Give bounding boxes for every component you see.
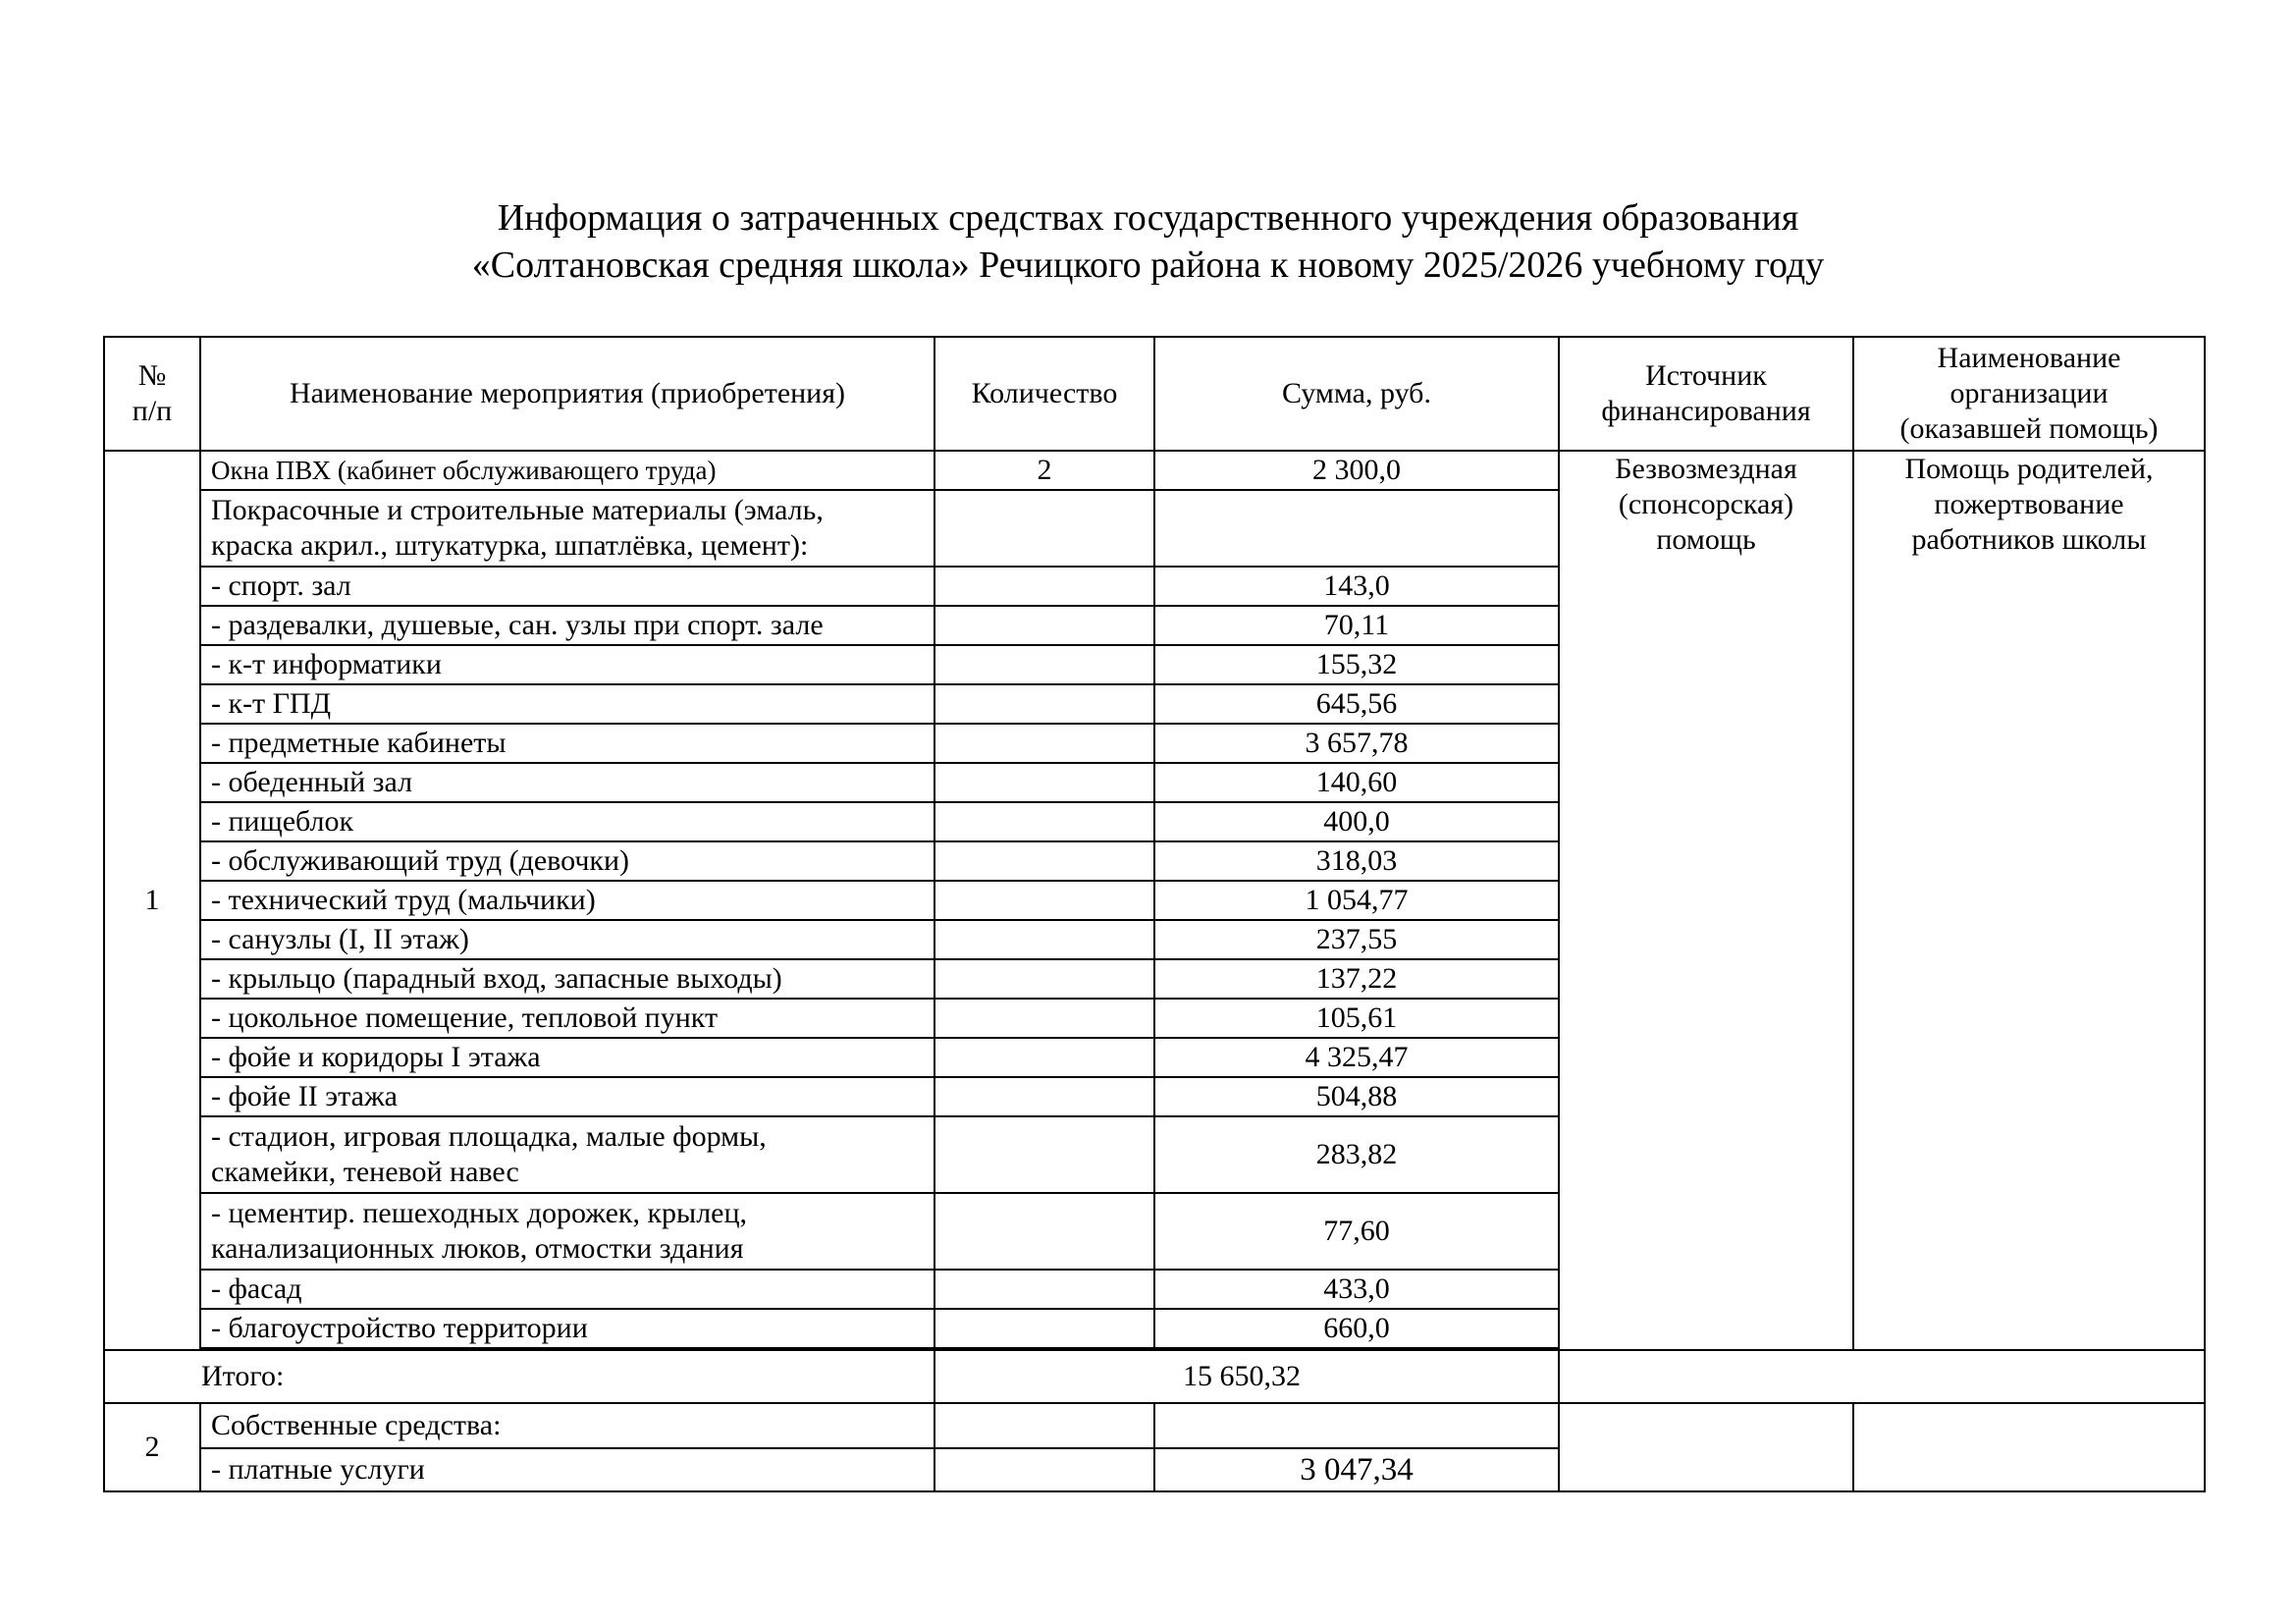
row-name: Окна ПВХ (кабинет обслуживающего труда) xyxy=(200,451,934,490)
row-quantity xyxy=(934,920,1154,959)
row-sum: 140,60 xyxy=(1154,763,1559,802)
row-name: - крыльцо (парадный вход, запасные выходы) xyxy=(200,959,934,999)
section-1-organization: Помощь родителей, пожертвование работников школы xyxy=(1853,451,2205,1350)
section-2-source xyxy=(1559,1403,1853,1491)
row-name: - фойе и коридоры I этажа xyxy=(200,1038,934,1077)
row-sum: 105,61 xyxy=(1154,999,1559,1038)
row-sum: 504,88 xyxy=(1154,1077,1559,1116)
row-sum: 645,56 xyxy=(1154,684,1559,724)
row-quantity xyxy=(934,1448,1154,1491)
row-name: - цементир. пешеходных дорожек, крылец, канализационных люков, отмостки здания xyxy=(200,1193,934,1270)
section-1-source: Безвозмездная (спонсорская) помощь xyxy=(1559,451,1853,1350)
row-name: - пищеблок xyxy=(200,802,934,841)
row-quantity xyxy=(934,999,1154,1038)
table-row xyxy=(104,1403,2205,1448)
row-sum: 3 047,34 xyxy=(1154,1448,1559,1491)
table-row xyxy=(104,451,2205,490)
row-quantity xyxy=(934,1193,1154,1270)
total-label: Итого: xyxy=(104,1350,934,1403)
row-sum: 77,60 xyxy=(1154,1193,1559,1270)
row-sum: 1 054,77 xyxy=(1154,881,1559,920)
header-name: Наименование мероприятия (приобретения) xyxy=(200,337,934,451)
row-sum: 4 325,47 xyxy=(1154,1038,1559,1077)
row-quantity: 2 xyxy=(934,451,1154,490)
row-quantity xyxy=(934,567,1154,606)
row-quantity xyxy=(934,606,1154,645)
row-name: - обслуживающий труд (девочки) xyxy=(200,841,934,881)
row-quantity xyxy=(934,1270,1154,1309)
row-sum: 70,11 xyxy=(1154,606,1559,645)
table-header-row xyxy=(104,337,2205,451)
row-name: - благоустройство территории xyxy=(200,1309,934,1348)
row-quantity xyxy=(934,841,1154,881)
row-quantity xyxy=(934,724,1154,763)
row-sum: 155,32 xyxy=(1154,645,1559,684)
row-name: - фойе II этажа xyxy=(200,1077,934,1116)
total-empty xyxy=(1559,1350,2205,1403)
row-name: - цокольное помещение, тепловой пункт xyxy=(200,999,934,1038)
row-sum: 660,0 xyxy=(1154,1309,1559,1348)
section-1-number: 1 xyxy=(104,451,200,1350)
row-name: - фасад xyxy=(200,1270,934,1309)
row-quantity xyxy=(934,881,1154,920)
row-sum: 283,82 xyxy=(1154,1116,1559,1193)
row-sum xyxy=(1154,490,1559,567)
title-line-1: Информация о затраченных средствах государственного учреждения образования xyxy=(497,197,1799,239)
row-name: - к-т информатики xyxy=(200,645,934,684)
row-quantity xyxy=(934,802,1154,841)
row-name: - предметные кабинеты xyxy=(200,724,934,763)
row-sum: 400,0 xyxy=(1154,802,1559,841)
header-organization: Наименование организации (оказавшей помощь) xyxy=(1853,337,2205,451)
row-name: - стадион, игровая площадка, малые формы, скамейки, теневой навес xyxy=(200,1116,934,1193)
row-sum: 318,03 xyxy=(1154,841,1559,881)
row-quantity xyxy=(934,1403,1154,1448)
section-2-number: 2 xyxy=(104,1403,200,1491)
row-name: - раздевалки, душевые, сан. узлы при спорт. зале xyxy=(200,606,934,645)
row-sum: 237,55 xyxy=(1154,920,1559,959)
row-quantity xyxy=(934,763,1154,802)
header-quantity: Количество xyxy=(934,337,1154,451)
row-sum: 137,22 xyxy=(1154,959,1559,999)
row-quantity xyxy=(934,645,1154,684)
total-sum: 15 650,32 xyxy=(934,1350,1559,1403)
row-name: - технический труд (мальчики) xyxy=(200,881,934,920)
document-title xyxy=(0,194,2296,289)
row-quantity xyxy=(934,959,1154,999)
row-sum xyxy=(1154,1403,1559,1448)
row-quantity xyxy=(934,1116,1154,1193)
row-sum: 3 657,78 xyxy=(1154,724,1559,763)
row-name: Покрасочные и строительные материалы (эмаль, краска акрил., штукатурка, шпатлёвка, цемент): xyxy=(200,490,934,567)
row-quantity xyxy=(934,1077,1154,1116)
title-line-2: «Солтановская средняя школа» Речицкого района к новому 2025/2026 учебному году xyxy=(471,244,1825,286)
row-quantity xyxy=(934,1038,1154,1077)
row-name: - к-т ГПД xyxy=(200,684,934,724)
row-quantity xyxy=(934,684,1154,724)
row-quantity xyxy=(934,490,1154,567)
section-2-organization xyxy=(1853,1403,2205,1491)
row-sum: 433,0 xyxy=(1154,1270,1559,1309)
row-quantity xyxy=(934,1309,1154,1348)
total-row xyxy=(104,1350,2205,1403)
row-name: - санузлы (I, II этаж) xyxy=(200,920,934,959)
expenses-table xyxy=(103,336,2206,1492)
row-name: Собственные средства: xyxy=(200,1403,934,1448)
row-name: - платные услуги xyxy=(200,1448,934,1491)
row-sum: 2 300,0 xyxy=(1154,451,1559,490)
row-sum: 143,0 xyxy=(1154,567,1559,606)
header-source: Источник финансирования xyxy=(1559,337,1853,451)
row-name: - спорт. зал xyxy=(200,567,934,606)
header-sum: Сумма, руб. xyxy=(1154,337,1559,451)
row-name: - обеденный зал xyxy=(200,763,934,802)
header-number: № п/п xyxy=(104,337,200,451)
